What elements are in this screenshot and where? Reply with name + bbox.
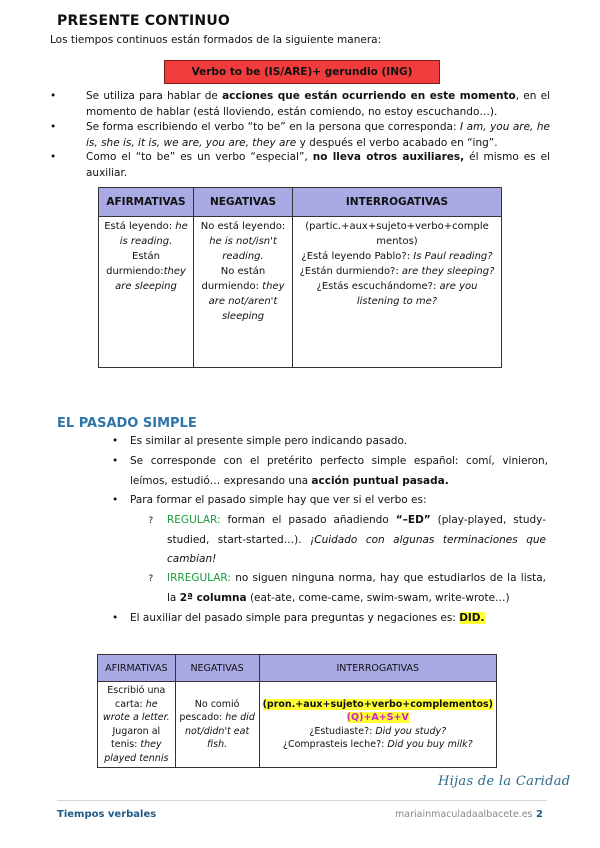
- cell-interrogativas: [259, 682, 496, 768]
- sub-bullet-marker: ?: [148, 574, 154, 584]
- bold-text: acciones que están ocurriendo en este momento: [222, 90, 516, 102]
- bullet-dot: •: [112, 494, 119, 506]
- cell-interrogativas: [293, 217, 502, 368]
- bullet-dot: •: [112, 455, 119, 467]
- bullet-dot: •: [112, 435, 119, 447]
- text: ¿Está leyendo Pablo?:: [301, 251, 414, 262]
- text: Es similar al presente simple pero indicando pasado.: [130, 435, 408, 447]
- cell-afirmativas: [99, 217, 194, 368]
- bullet-2: [50, 120, 550, 151]
- col-header-negativas: NEGATIVAS: [175, 655, 259, 682]
- bold-highlight-structure: (pron.+aux+sujeto+verbo+complementos): [262, 698, 493, 710]
- cell-afirmativas: [98, 682, 176, 768]
- col-header-afirmativas: AFIRMATIVAS: [99, 188, 194, 217]
- bullet-dot: •: [50, 90, 57, 102]
- table-pasado-simple: [97, 654, 497, 768]
- intro-text: Los tiempos continuos están formados de la siguiente manera:: [50, 34, 382, 46]
- text: Se corresponde con el pretérito perfecto simple español: comí, vinieron, leímos, estudió… expresando una: [130, 455, 548, 487]
- text: , en el momento de hablar (está lloviendo, están comiendo, no estoy escuchando…).: [86, 90, 550, 118]
- bold-highlight-did: DID.: [459, 612, 485, 624]
- italic-text: Did you study?: [375, 725, 447, 737]
- section-title-pasado-simple: EL PASADO SIMPLE: [57, 416, 197, 431]
- label-regular: REGULAR:: [167, 514, 221, 526]
- italic-text: Did you buy milk?: [387, 739, 473, 750]
- bullet-dot: •: [50, 121, 57, 133]
- text: Están durmiendo:: [106, 251, 164, 277]
- col-header-interrogativas: INTERROGATIVAS: [259, 655, 496, 682]
- text: (eat-ate, come-came, swim-swam, write-wrote…): [246, 591, 510, 604]
- sub-bullet-regular: [148, 511, 546, 570]
- italic-text: are you listening to me?: [356, 281, 478, 307]
- footer-website: mariainmaculadaalbacete.es: [395, 809, 533, 820]
- text: Como el “to be” es un verbo “especial”,: [86, 151, 313, 163]
- text: y después el verbo acabado en “ing”.: [296, 136, 498, 149]
- text: El auxiliar del pasado simple para preguntas y negaciones es:: [130, 612, 460, 624]
- italic-text: he did not/didn't eat fish.: [184, 712, 255, 750]
- text: ¿Están durmiendo?:: [299, 266, 402, 277]
- bold-highlight-qasv: (Q)+A+S+V: [346, 712, 409, 723]
- bold-text: 2ª columna: [179, 591, 247, 604]
- bullet-dot: •: [50, 151, 57, 163]
- text: (play-played, study-studied, start-started…).: [167, 514, 546, 546]
- text: Está leyendo:: [104, 221, 176, 232]
- table-presente-continuo: [98, 187, 502, 368]
- text: él mismo es el auxiliar.: [86, 151, 550, 179]
- bullet-p4: [112, 609, 552, 629]
- text: No están durmiendo:: [201, 266, 266, 292]
- text: No está leyendo:: [200, 221, 286, 232]
- bullet-dot: •: [112, 612, 119, 624]
- text: no siguen ninguna norma, hay que estudiarlos de la lista, la: [167, 572, 546, 604]
- italic-text: they are not/aren't sleeping: [208, 281, 285, 322]
- italic-text: he is reading.: [119, 221, 188, 247]
- cell-negativas: [194, 217, 293, 368]
- italic-text: they played tennis: [104, 739, 169, 764]
- text: Escribió una carta:: [107, 685, 166, 710]
- italic-text: he wrote a letter.: [102, 698, 170, 723]
- text: No comió pescado:: [179, 698, 240, 723]
- bold-text: acción puntual pasada.: [311, 474, 449, 487]
- bullet-3: [50, 150, 550, 181]
- text: Se forma escribiendo el verbo “to be” en la persona que corresponda:: [86, 121, 460, 133]
- italic-text: I am, you are, he is, she is, it is, we are, you are, they are: [86, 121, 550, 149]
- footer-title: Tiempos verbales: [57, 809, 157, 820]
- bold-text: “–ED”: [395, 514, 431, 526]
- text: ¿Estás escuchándome?:: [316, 281, 440, 292]
- section-title-presente-continuo: PRESENTE CONTINUO: [57, 13, 230, 29]
- text: (partic.+aux+sujeto+verbo+comple mentos): [305, 221, 489, 247]
- bullet-p1: [112, 432, 552, 452]
- footer-divider: [57, 800, 547, 801]
- cell-negativas: [175, 682, 259, 768]
- sub-bullet-irregular: [148, 569, 546, 608]
- bullet-p3: [112, 491, 552, 511]
- italic-text: they are sleeping: [115, 266, 186, 292]
- text: ¿Comprasteis leche?:: [282, 739, 388, 750]
- bullet-1: [50, 89, 550, 120]
- sub-bullet-marker: ?: [148, 516, 154, 526]
- text: Para formar el pasado simple hay que ver si el verbo es:: [130, 494, 427, 506]
- text: forman el pasado añadiendo: [220, 514, 396, 526]
- col-header-negativas: NEGATIVAS: [194, 188, 293, 217]
- bullet-p2: [112, 452, 548, 491]
- col-header-interrogativas: INTERROGATIVAS: [293, 188, 502, 217]
- formula-box: [164, 60, 440, 84]
- bold-text: no lleva otros auxiliares,: [312, 151, 465, 163]
- text: ¿Estudiaste?:: [309, 725, 376, 737]
- italic-text: ¡Cuidado con algunas terminaciones que cambian!: [167, 533, 546, 565]
- signature-logo: Hijas de la Caridad: [438, 774, 571, 789]
- text: Jugaron al tenis:: [111, 725, 161, 750]
- text: Se utiliza para hablar de: [86, 90, 223, 102]
- italic-text: he is not/isn't reading.: [209, 236, 277, 262]
- italic-text: Is Paul reading?: [413, 251, 493, 262]
- col-header-afirmativas: AFIRMATIVAS: [98, 655, 176, 682]
- page-number: 2: [536, 809, 543, 820]
- label-irregular: IRREGULAR:: [167, 572, 231, 584]
- formula-text: Verbo to be (IS/ARE)+ gerundio (ING): [191, 66, 413, 78]
- italic-text: are they sleeping?: [401, 266, 495, 277]
